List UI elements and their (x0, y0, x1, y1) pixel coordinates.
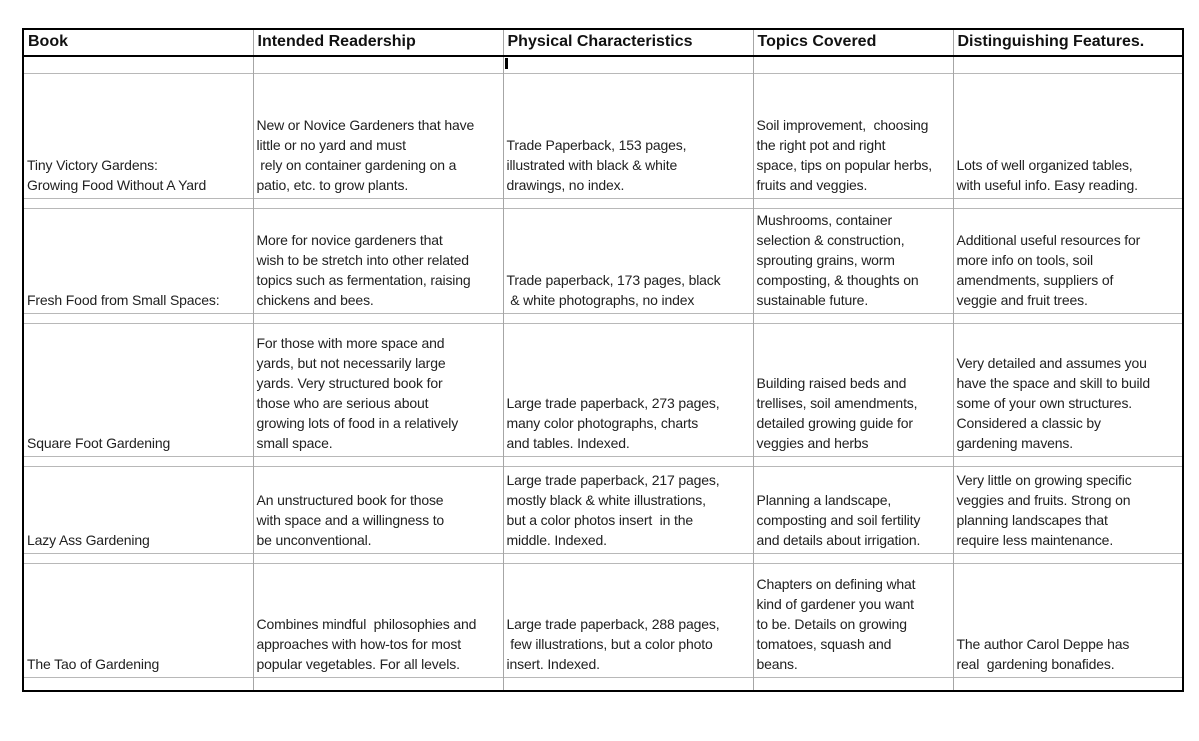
spacer-row (23, 56, 1183, 73)
spacer-row (23, 456, 1183, 466)
col-header-intended-readership: Intended Readership (253, 29, 503, 56)
cell-topics[interactable]: Chapters on defining what kind of gardener you want to be. Details on growing tomatoes, squash and beans. (753, 563, 953, 677)
spacer-row (23, 198, 1183, 208)
spacer-cell (753, 313, 953, 323)
cell-topics[interactable]: Planning a landscape, composting and soil fertility and details about irrigation. (753, 466, 953, 553)
cell-book[interactable]: Lazy Ass Gardening (23, 466, 253, 553)
col-header-book: Book (23, 29, 253, 56)
spacer-cell (503, 313, 753, 323)
cell-physical[interactable]: Large trade paperback, 217 pages, mostly black & white illustrations, but a color photos insert in the middle. Indexed. (503, 466, 753, 553)
spacer-cell (23, 677, 253, 691)
spacer-cell (23, 198, 253, 208)
cell-book[interactable]: Fresh Food from Small Spaces: (23, 208, 253, 313)
spacer-cell (753, 677, 953, 691)
cell-physical[interactable]: Large trade paperback, 273 pages, many color photographs, charts and tables. Indexed. (503, 323, 753, 456)
spacer-cell (253, 56, 503, 73)
spacer-cell (253, 677, 503, 691)
table-row (23, 563, 1183, 677)
spacer-cell (753, 198, 953, 208)
spacer-cell (23, 313, 253, 323)
cell-book[interactable]: Tiny Victory Gardens: Growing Food Without A Yard (23, 73, 253, 198)
cell-features[interactable]: Very detailed and assumes you have the space and skill to build some of your own structures. Considered a classic by gardening mavens. (953, 323, 1183, 456)
spacer-cell (953, 677, 1183, 691)
cell-book[interactable]: The Tao of Gardening (23, 563, 253, 677)
cell-readership[interactable]: Combines mindful philosophies and approaches with how-tos for most popular vegetables. For all levels. (253, 563, 503, 677)
spacer-cell (953, 56, 1183, 73)
spacer-cell (953, 456, 1183, 466)
spacer-cell (503, 677, 753, 691)
spacer-cell (253, 198, 503, 208)
cell-topics[interactable]: Building raised beds and trellises, soil amendments, detailed growing guide for veggies and herbs (753, 323, 953, 456)
text-cursor (505, 58, 508, 69)
cell-topics[interactable]: Mushrooms, container selection & construction, sprouting grains, worm composting, & thoughts on sustainable future. (753, 208, 953, 313)
cell-features[interactable]: Very little on growing specific veggies and fruits. Strong on planning landscapes that require less maintenance. (953, 466, 1183, 553)
table-row (23, 466, 1183, 553)
cell-book[interactable]: Square Foot Gardening (23, 323, 253, 456)
cell-physical[interactable]: Trade Paperback, 153 pages, illustrated with black & white drawings, no index. (503, 73, 753, 198)
spacer-cell (753, 456, 953, 466)
spacer-cell (253, 553, 503, 563)
cell-physical[interactable]: Trade paperback, 173 pages, black & white photographs, no index (503, 208, 753, 313)
col-header-topics-covered: Topics Covered (753, 29, 953, 56)
table-row (23, 208, 1183, 313)
spacer-cell (23, 56, 253, 73)
spacer-cell (253, 313, 503, 323)
header-row (23, 29, 1183, 56)
spacer-row (23, 313, 1183, 323)
spacer-cell (753, 553, 953, 563)
cell-readership[interactable]: An unstructured book for those with space and a willingness to be unconventional. (253, 466, 503, 553)
spacer-cell (23, 456, 253, 466)
spacer-cell (753, 56, 953, 73)
spacer-row (23, 553, 1183, 563)
cell-physical[interactable]: Large trade paperback, 288 pages, few illustrations, but a color photo insert. Indexed. (503, 563, 753, 677)
cell-readership[interactable]: More for novice gardeners that wish to be stretch into other related topics such as fermentation, raising chickens and bees. (253, 208, 503, 313)
col-header-distinguishing-features: Distinguishing Features. (953, 29, 1183, 56)
cell-features[interactable]: Lots of well organized tables, with useful info. Easy reading. (953, 73, 1183, 198)
spacer-cell (503, 553, 753, 563)
cell-readership[interactable]: For those with more space and yards, but not necessarily large yards. Very structured book for those who are serious about growing lots of food in a relatively small space. (253, 323, 503, 456)
spacer-cell (23, 553, 253, 563)
spacer-cell (953, 313, 1183, 323)
table-row (23, 323, 1183, 456)
col-header-physical-characteristics: Physical Characteristics (503, 29, 753, 56)
table-row (23, 73, 1183, 198)
cell-features[interactable]: Additional useful resources for more info on tools, soil amendments, suppliers of veggie and fruit trees. (953, 208, 1183, 313)
spacer-cell (253, 456, 503, 466)
spacer-cell (503, 198, 753, 208)
book-comparison-table (22, 28, 1184, 692)
cell-readership[interactable]: New or Novice Gardeners that have little or no yard and must rely on container gardening on a patio, etc. to grow plants. (253, 73, 503, 198)
spacer-cell (503, 456, 753, 466)
spacer-row (23, 677, 1183, 691)
cell-features[interactable]: The author Carol Deppe has real gardening bonafides. (953, 563, 1183, 677)
spacer-cell (953, 553, 1183, 563)
spacer-cell (503, 56, 753, 73)
spacer-cell (953, 198, 1183, 208)
cell-topics[interactable]: Soil improvement, choosing the right pot and right space, tips on popular herbs, fruits and veggies. (753, 73, 953, 198)
